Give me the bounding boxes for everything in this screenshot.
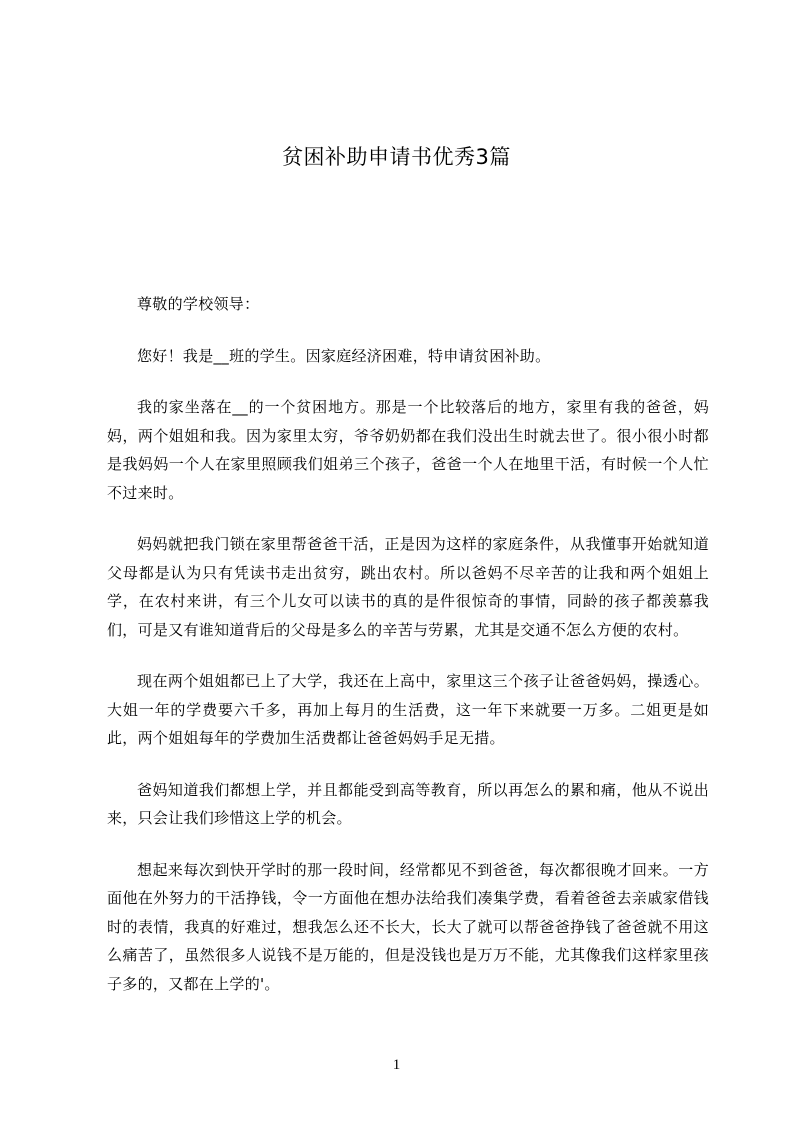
paragraph-borrowing-money: 想起来每次到快开学时的那一段时间，经常都见不到爸爸，每次都很晚才回来。一方面他在外努力的干活挣钱，令一方面他在想办法给我们凑集学费，看着爸爸去亲戚家借钱时的表情，我真的好难过，想我怎么还不长大，长大了就可以帮爸爸挣钱了爸爸就不用这么痛苦了，虽然很多人说钱不是万能的，但是没钱也是万万不能，尤其像我们这样家里孩子多的，又都在上学的'。 <box>107 860 709 993</box>
paragraph-tuition-burden: 现在两个姐姐都已上了大学，我还在上高中，家里这三个孩子让爸爸妈妈，操透心。大姐一年的学费要六千多，再加上每月的生活费，这一年下来就要一万多。二姐更是如此，两个姐姐每年的学费加生活费都让爸爸妈妈手足无措。 <box>107 672 709 747</box>
paragraph-parents-sacrifice: 爸妈知道我们都想上学，并且都能受到高等教育，所以再怎么的累和痛，他从不说出来，只会让我们珍惜这上学的机会。 <box>107 780 709 827</box>
paragraph-family-background: 我的家坐落在__的一个贫困地方。那是一个比较落后的地方，家里有我的爸爸，妈妈，两个姐姐和我。因为家里太穷，爷爷奶奶都在我们没出生时就去世了。很小很小时都是我妈妈一个人在家里照顾我们姐弟三个孩子，爸爸一个人在地里干活，有时候一个人忙不过来时。 <box>107 398 709 502</box>
document-body <box>107 290 709 1021</box>
document-title: 贫困补助申请书优秀3篇 <box>282 145 511 169</box>
paragraph-parents-support: 妈妈就把我门锁在家里帮爸爸干活，正是因为这样的家庭条件，从我懂事开始就知道父母都是认为只有凭读书走出贫穷，跳出农村。所以爸妈不尽辛苦的让我和两个姐姐上学，在农村来讲，有三个儿女可以读书的真的是件很惊奇的事情，同龄的孩子都羡慕我们，可是又有谁知道背后的父母是多么的辛苦与劳累，尤其是交通不怎么方便的农村。 <box>107 535 709 639</box>
salutation: 尊敬的学校领导： <box>137 295 260 313</box>
page-number: 1 <box>392 1057 401 1073</box>
paragraph-greeting: 您好！我是__班的学生。因家庭经济困难，特申请贫困补助。 <box>137 346 551 365</box>
